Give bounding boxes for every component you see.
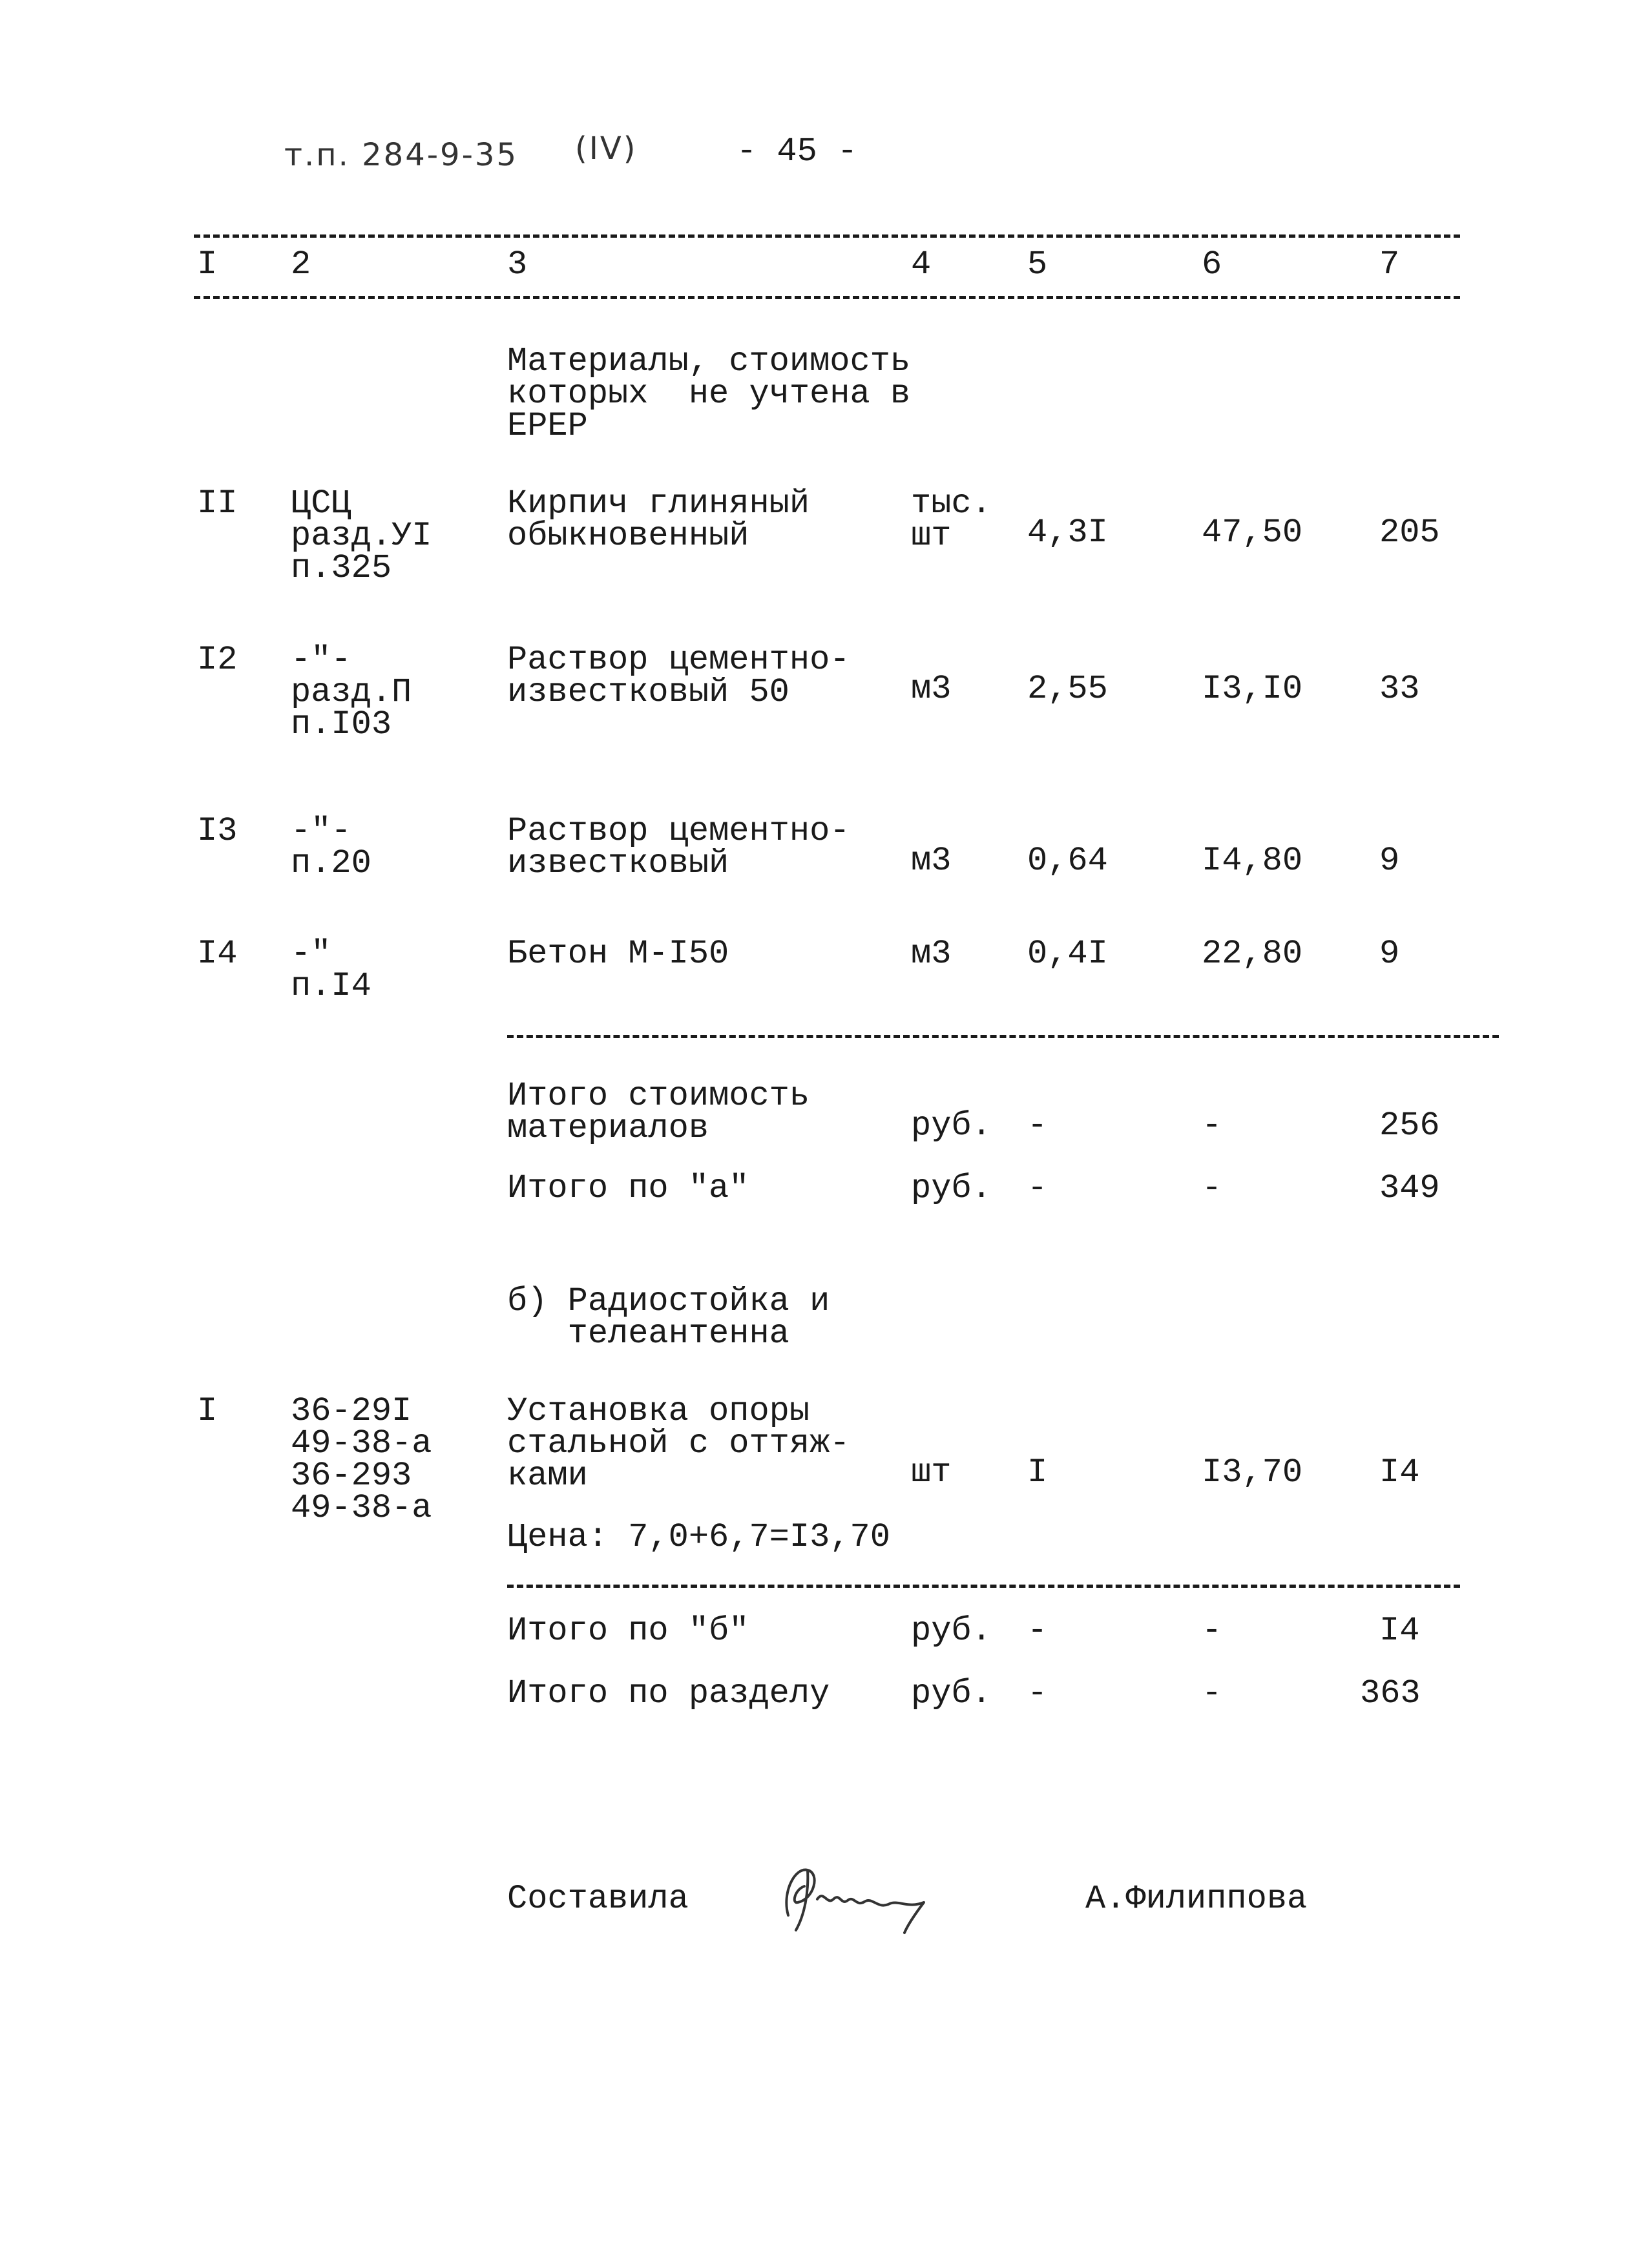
- row-total: 9: [1379, 935, 1400, 973]
- column-header-2: 2: [291, 245, 311, 284]
- row-number: II: [197, 484, 238, 523]
- row-price: I3,I0: [1202, 670, 1303, 708]
- column-header-3: 3: [507, 245, 528, 284]
- column-header-6: 6: [1202, 245, 1222, 284]
- row-reference: -"- разд.П п.I03: [291, 641, 412, 744]
- price-note: Цена: 7,0+6,7=I3,70: [507, 1518, 890, 1556]
- total-label: Итого по "а": [507, 1169, 749, 1207]
- total-value: 363: [1360, 1674, 1421, 1712]
- row-total: I4: [1379, 1453, 1420, 1492]
- total-value: 256: [1379, 1107, 1440, 1145]
- total-value: I4: [1379, 1612, 1420, 1650]
- row-total: 33: [1379, 670, 1420, 708]
- section-a-title: Материалы, стоимость которых не учтена в ЕРЕР: [507, 342, 911, 445]
- total-label: Итого по "б": [507, 1612, 749, 1650]
- row-unit: шт: [911, 1453, 952, 1492]
- total-quantity: -: [1027, 1107, 1048, 1145]
- total-unit: руб.: [911, 1612, 992, 1650]
- total-unit: руб.: [911, 1674, 992, 1712]
- section-b-title: б) Радиостойка и телеантенна: [507, 1282, 830, 1353]
- table-top-rule: [194, 234, 1460, 238]
- row-name: Раствор цементно- известковый: [507, 812, 850, 882]
- row-unit: тыс. шт: [911, 484, 992, 555]
- row-unit: м3: [911, 670, 952, 708]
- row-quantity: 4,3I: [1027, 514, 1108, 552]
- total-label: Итого по разделу: [507, 1674, 830, 1712]
- row-reference: -" п.I4: [291, 935, 371, 1005]
- row-name: Установка опоры стальной с оттяж- ками: [507, 1392, 850, 1495]
- row-number: I3: [197, 812, 238, 850]
- document-code: т.п. 284-9-35: [284, 137, 518, 173]
- total-price: -: [1202, 1612, 1222, 1650]
- row-number: I4: [197, 935, 238, 973]
- column-header-5: 5: [1027, 245, 1048, 284]
- row-reference: -"- п.20: [291, 812, 371, 882]
- row-quantity: 0,64: [1027, 842, 1108, 880]
- total-price: -: [1202, 1169, 1222, 1207]
- row-unit: м3: [911, 842, 952, 880]
- total-quantity: -: [1027, 1612, 1048, 1650]
- row-name: Кирпич глиняный обыкновенный: [507, 484, 810, 555]
- total-price: -: [1202, 1674, 1222, 1712]
- row-price: I4,80: [1202, 842, 1303, 880]
- table-header-rule: [194, 296, 1460, 299]
- row-name: Раствор цементно- известковый 50: [507, 641, 850, 711]
- row-price: I3,70: [1202, 1453, 1303, 1492]
- page-number: - 45 -: [737, 132, 858, 171]
- row-quantity: 0,4I: [1027, 935, 1108, 973]
- column-header-7: 7: [1379, 245, 1400, 284]
- total-unit: руб.: [911, 1169, 992, 1207]
- column-header-1: I: [197, 245, 218, 284]
- row-total: 9: [1379, 842, 1400, 880]
- total-quantity: -: [1027, 1169, 1048, 1207]
- total-price: -: [1202, 1107, 1222, 1145]
- row-unit: м3: [911, 935, 952, 973]
- row-name: Бетон М-I50: [507, 935, 729, 973]
- total-label: Итого стоимость материалов: [507, 1077, 810, 1147]
- subtotal-rule: [507, 1035, 1499, 1038]
- total-unit: руб.: [911, 1107, 992, 1145]
- row-quantity: I: [1027, 1453, 1048, 1492]
- compiler-name: А.Филиппова: [1085, 1880, 1308, 1918]
- compiled-by-label: Составила: [507, 1880, 689, 1918]
- row-total: 205: [1379, 514, 1440, 552]
- total-value: 349: [1379, 1169, 1440, 1207]
- row-reference: ЦСЦ разд.УI п.325: [291, 484, 432, 587]
- row-reference: 36-29I 49-38-а 36-293 49-38-а: [291, 1392, 432, 1527]
- row-price: 47,50: [1202, 514, 1303, 552]
- row-quantity: 2,55: [1027, 670, 1108, 708]
- row-price: 22,80: [1202, 935, 1303, 973]
- row-number: I2: [197, 641, 238, 679]
- subtotal-rule: [507, 1585, 1460, 1588]
- row-number: I: [197, 1392, 218, 1430]
- signature-image: [769, 1854, 963, 1938]
- column-header-4: 4: [911, 245, 932, 284]
- volume-number: (IV): [575, 130, 638, 167]
- total-quantity: -: [1027, 1674, 1048, 1712]
